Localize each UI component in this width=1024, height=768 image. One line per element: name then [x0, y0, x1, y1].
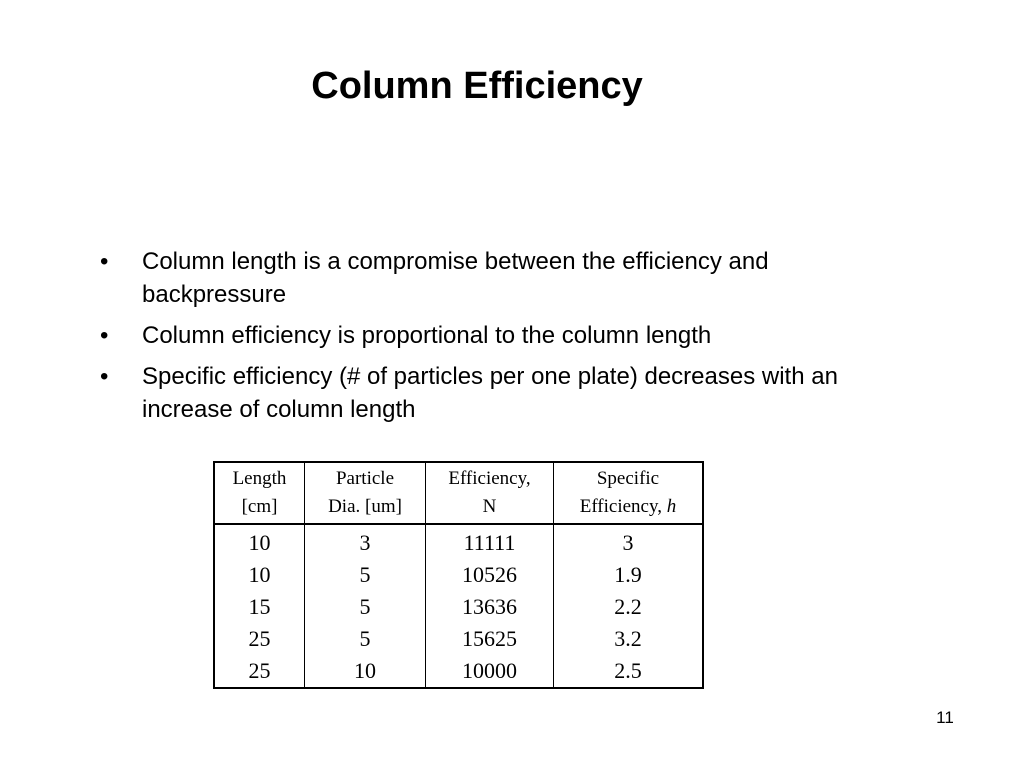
- bullet-text: Column length is a compromise between the efficiency and backpressure: [142, 248, 769, 308]
- cell-particle-diameter: 5: [305, 559, 426, 591]
- cell-particle-diameter: 5: [305, 591, 426, 623]
- bullet-item: [100, 319, 900, 352]
- cell-length: 10: [248, 562, 271, 587]
- cell-efficiency: 11111: [426, 524, 554, 559]
- cell-specific-efficiency: 2.5: [554, 655, 704, 688]
- bullet-list: [100, 245, 900, 434]
- table-row: [214, 655, 703, 688]
- cell-length: 15: [248, 594, 271, 619]
- header-line: [cm]: [241, 496, 278, 517]
- bullet-marker: •: [100, 248, 109, 275]
- bullet-marker: •: [100, 363, 109, 390]
- bullet-text: Specific efficiency (# of particles per one plate) decreases with an increase of column length: [142, 363, 838, 423]
- cell-specific-efficiency: 3: [554, 524, 704, 559]
- bullet-text: Column efficiency is proportional to the column length: [142, 322, 712, 349]
- cell-particle-diameter: 5: [305, 623, 426, 655]
- cell-length: 25: [248, 658, 271, 683]
- cell-length: 25: [248, 626, 271, 651]
- cell-specific-efficiency: 1.9: [554, 559, 704, 591]
- cell-efficiency: 13636: [426, 591, 554, 623]
- cell-specific-efficiency: 2.2: [554, 591, 704, 623]
- header-italic-symbol: h: [666, 496, 677, 517]
- table-body: [214, 524, 703, 688]
- header-line: Efficiency,: [448, 468, 531, 489]
- cell-length: 10: [248, 530, 271, 555]
- slide-title: Column Efficiency: [311, 65, 643, 107]
- cell-efficiency: 10000: [426, 655, 554, 688]
- table-row: [214, 591, 703, 623]
- table-header-row: [214, 462, 703, 524]
- page-number: 11: [936, 708, 954, 727]
- header-line: [554, 493, 702, 521]
- header-efficiency: [426, 462, 554, 524]
- header-line: Length: [232, 468, 287, 489]
- table-row: [214, 559, 703, 591]
- header-line: N: [482, 496, 497, 517]
- header-text: Efficiency,: [579, 496, 667, 517]
- header-particle-diameter: [305, 462, 426, 524]
- table-row: [214, 623, 703, 655]
- cell-efficiency: 10526: [426, 559, 554, 591]
- bullet-marker: •: [100, 322, 109, 349]
- cell-specific-efficiency: 3.2: [554, 623, 704, 655]
- cell-particle-diameter: 3: [305, 524, 426, 559]
- header-line: Particle: [335, 468, 395, 489]
- header-line: Dia. [um]: [328, 496, 402, 517]
- table-row: [214, 524, 703, 559]
- header-line: Specific: [596, 468, 660, 489]
- cell-efficiency: 15625: [426, 623, 554, 655]
- bullet-item: [100, 245, 900, 311]
- cell-particle-diameter: 10: [305, 655, 426, 688]
- efficiency-table: [213, 461, 704, 689]
- bullet-item: [100, 360, 900, 426]
- header-length: [214, 462, 305, 524]
- header-specific-efficiency: [554, 462, 704, 524]
